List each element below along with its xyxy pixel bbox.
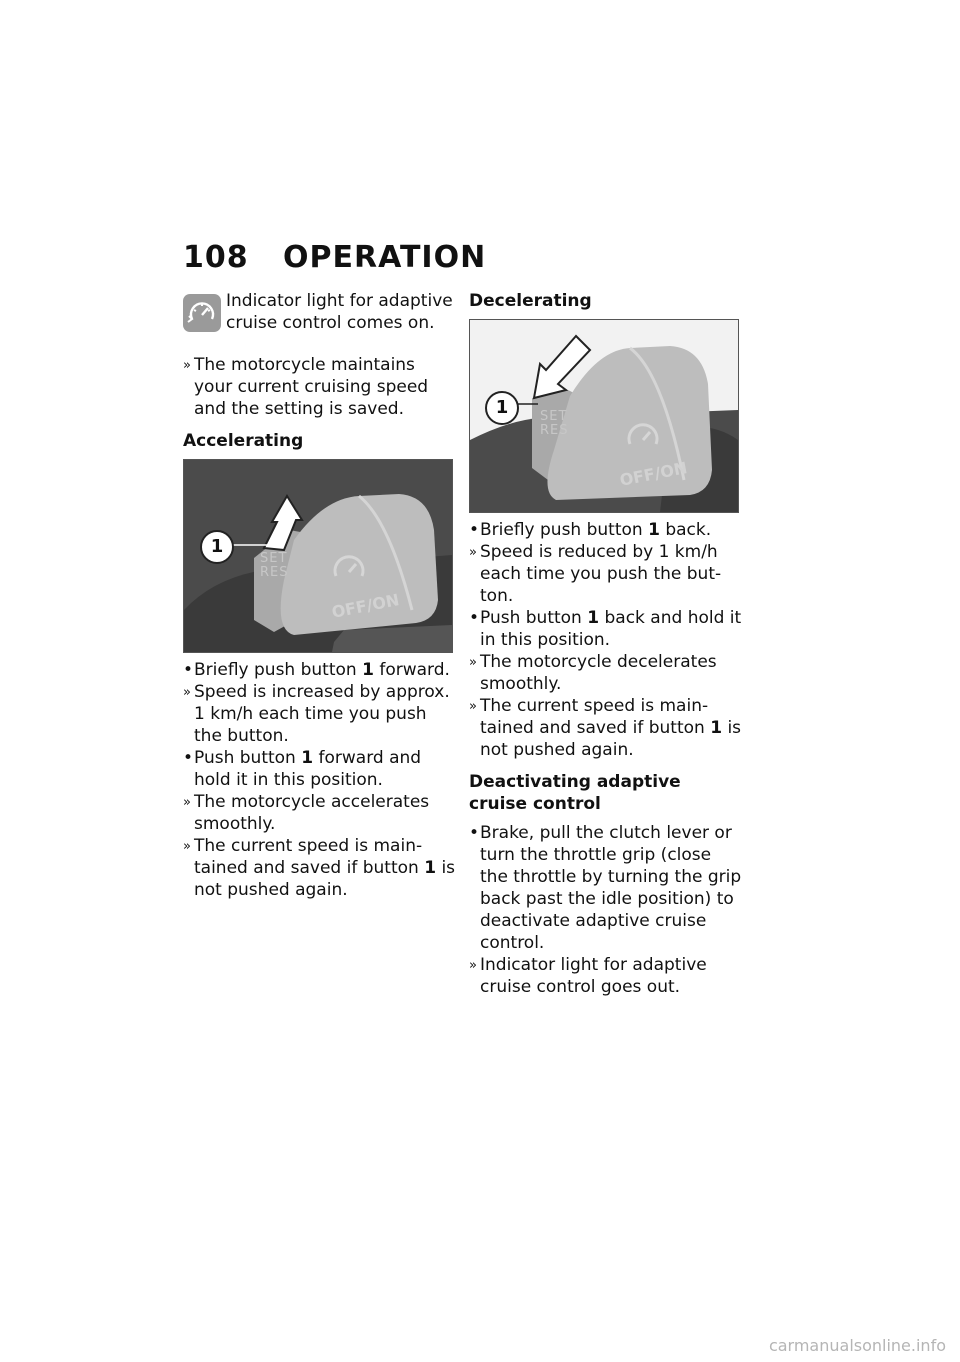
result-text: Indicator light for adaptive cruise control goes out. xyxy=(480,955,707,997)
result-item xyxy=(183,791,458,835)
button-ref: 1 xyxy=(362,660,374,680)
result-item xyxy=(183,835,458,901)
result-item xyxy=(469,651,744,695)
result-mark: » xyxy=(469,699,477,714)
step-text: Push button xyxy=(194,748,302,768)
result-mark: » xyxy=(469,545,477,560)
button-ref: 1 xyxy=(424,858,437,878)
step-mark: • xyxy=(183,748,194,768)
watermark: carmanualsonline.info xyxy=(768,1336,946,1355)
set-label: SET xyxy=(260,551,288,566)
step-mark: • xyxy=(469,608,480,628)
set-label: SET xyxy=(540,409,568,424)
page-number: 108 xyxy=(183,240,249,275)
step-text: back. xyxy=(659,520,712,540)
result-text: is not pushed again. xyxy=(194,858,456,900)
result-item xyxy=(469,954,744,998)
step-mark: • xyxy=(183,660,194,680)
result-mark: » xyxy=(183,358,191,373)
set-res-label xyxy=(260,552,289,580)
step-text: Briefly push button xyxy=(480,520,649,540)
result-mark: » xyxy=(183,795,191,810)
step-text: back and hold it in this position. xyxy=(480,608,742,650)
result-item xyxy=(183,681,458,747)
indicator-note xyxy=(183,290,458,340)
result-mark: » xyxy=(469,655,477,670)
result-mark: » xyxy=(183,839,191,854)
step-item xyxy=(469,607,744,651)
cruise-control-indicator-icon xyxy=(183,294,221,332)
heading-decelerating: Decelerating xyxy=(469,291,592,311)
step-item xyxy=(183,747,458,791)
result-text: The motorcycle maintains your current cruising speed and the setting is saved. xyxy=(194,355,429,419)
result-text: The motorcycle accelerates smoothly. xyxy=(194,792,430,834)
result-text: is not pushed again. xyxy=(480,718,742,760)
left-column xyxy=(183,290,458,901)
result-item xyxy=(469,695,744,761)
result-text: The current speed is main-tained and saved if button xyxy=(194,836,425,878)
step-text: forward. xyxy=(373,660,450,680)
step-item xyxy=(469,519,744,541)
button-ref: 1 xyxy=(587,608,600,628)
res-label: RES xyxy=(540,423,569,438)
heading-accelerating: Accelerating xyxy=(183,431,304,451)
step-mark: • xyxy=(469,520,480,540)
right-column xyxy=(469,290,744,998)
off-on-label: OFF/ON xyxy=(330,590,401,622)
accelerating-figure xyxy=(183,459,453,653)
result-mark: » xyxy=(469,958,477,973)
decelerating-figure xyxy=(469,319,739,513)
result-mark: » xyxy=(183,685,191,700)
step-item xyxy=(183,659,458,681)
button-ref: 1 xyxy=(648,520,660,540)
step-mark: • xyxy=(469,823,480,843)
result-item xyxy=(183,354,458,420)
heading-deactivating: Deactivating adaptive cruise control xyxy=(469,772,681,814)
callout-1: 1 xyxy=(485,391,519,425)
step-text: forward and hold it in this position. xyxy=(194,748,422,790)
step-item xyxy=(469,822,744,954)
result-text: The motorcycle decelerates smoothly. xyxy=(480,652,717,694)
res-label: RES xyxy=(260,565,289,580)
off-on-label: OFF/ON xyxy=(618,458,689,490)
section-title: OPERATION xyxy=(283,240,487,275)
step-text: Push button xyxy=(480,608,588,628)
callout-1: 1 xyxy=(200,530,234,564)
step-text: Brake, pull the clutch lever or turn the throttle grip (close the throttle by turning the grip back past the idle position) to deactivate adaptive cruise control. xyxy=(480,823,742,953)
result-text: Speed is increased by approx. 1 km/h each time you push the button. xyxy=(194,682,450,746)
set-res-label xyxy=(540,410,569,438)
result-text: The current speed is main-tained and saved if button xyxy=(480,696,711,738)
indicator-text: Indicator light for adaptive cruise control comes on. xyxy=(226,291,453,333)
button-ref: 1 xyxy=(710,718,723,738)
button-ref: 1 xyxy=(301,748,314,768)
step-text: Briefly push button xyxy=(194,660,363,680)
result-text: Speed is reduced by 1 km/h each time you push the but-ton. xyxy=(480,542,722,606)
result-item xyxy=(469,541,744,607)
